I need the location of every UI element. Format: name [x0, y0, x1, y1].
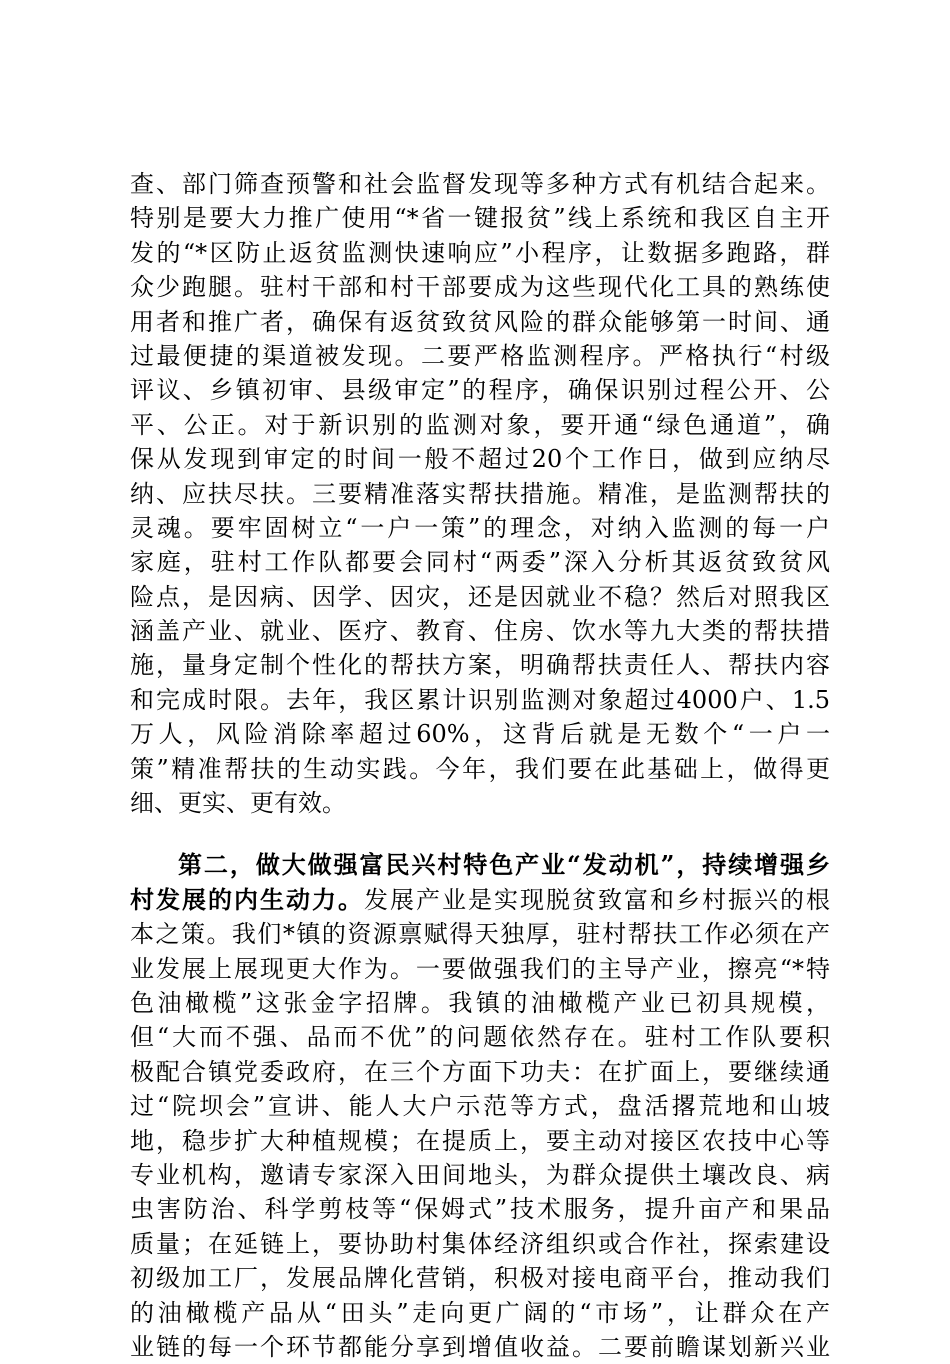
text-line: 涵盖产业、就业、医疗、教育、住房、饮水等九大类的帮扶措: [130, 617, 830, 646]
text-line: 发的“*区防止返贫监测快速响应”小程序，让数据多跑路，群: [130, 238, 830, 267]
text-line: [130, 883, 830, 917]
text-line: 过最便捷的渠道被发现。二要严格监测程序。严格执行“村级: [130, 341, 830, 370]
text-line: 纳、应扶尽扶。三要精准落实帮扶措施。精准，是监测帮扶的: [130, 479, 830, 508]
text-line: 质量；在延链上，要协助村集体经济组织或合作社，探索建设: [130, 1229, 830, 1258]
text-line: 和完成时限。去年，我区累计识别监测对象超过4000户、1.5: [130, 685, 830, 714]
text-line: 险点，是因病、因学、因灾，还是因就业不稳？然后对照我区: [130, 582, 830, 611]
text-line: 本之策。我们*镇的资源禀赋得天独厚，驻村帮扶工作必须在产: [130, 920, 830, 949]
text-run: 发展产业是实现脱贫致富和乡村振兴的根: [364, 885, 830, 914]
text-line: 专业机构，邀请专家深入田间地头，为群众提供土壤改良、病: [130, 1160, 830, 1189]
text-line: 万人，风险消除率超过60%，这背后就是无数个“一户一: [130, 720, 830, 749]
text-line: 平、公正。对于新识别的监测对象，要开通“绿色通道”，确: [130, 410, 830, 439]
text-line: 业发展上展现更大作为。一要做强我们的主导产业，擦亮“*特: [130, 954, 830, 983]
document-body: [130, 167, 830, 1364]
text-line: 众少跑腿。驻村干部和村干部要成为这些现代化工具的熟练使: [130, 273, 830, 302]
paragraph-gap: [130, 820, 830, 848]
text-line: 施，量身定制个性化的帮扶方案，明确帮扶责任人、帮扶内容: [130, 651, 830, 680]
text-line: 初级加工厂，发展品牌化营销，积极对接电商平台，推动我们: [130, 1264, 830, 1293]
text-line: 细、更实、更有效。: [130, 789, 346, 818]
text-line: 但“大而不强、品而不优”的问题依然存在。驻村工作队要积: [130, 1023, 830, 1052]
text-line: 的油橄榄产品从“田头”走向更广阔的“市场”，让群众在产: [130, 1298, 830, 1327]
text-line: 用者和推广者，确保有返贫致贫风险的群众能够第一时间、通: [130, 307, 830, 336]
text-line: 极配合镇党委政府，在三个方面下功夫：在扩面上，要继续通: [130, 1057, 830, 1086]
text-line: 过“院坝会”宣讲、能人大户示范等方式，盘活撂荒地和山坡: [130, 1092, 830, 1121]
text-line: 评议、乡镇初审、县级审定”的程序，确保识别过程公开、公: [130, 376, 830, 405]
text-line: 业链的每一个环节都能分享到增值收益。二要前瞻谋划新兴业: [130, 1332, 830, 1361]
text-line: 色油橄榄”这张金字招牌。我镇的油橄榄产业已初具规模，: [130, 988, 830, 1017]
paragraph-industry: [130, 848, 830, 1364]
text-line: 特别是要大力推广使用“*省一键报贫”线上系统和我区自主开: [130, 204, 830, 233]
text-line: 家庭，驻村工作队都要会同村“两委”深入分析其返贫致贫风: [130, 548, 830, 577]
paragraph-monitoring: [130, 167, 830, 820]
text-line: 策”精准帮扶的生动实践。今年，我们要在此基础上，做得更: [130, 754, 830, 783]
section-heading-line: 第二，做大做强富民兴村特色产业“发动机”，持续增强乡: [178, 850, 830, 880]
text-line: 查、部门筛查预警和社会监督发现等多种方式有机结合起来。: [130, 170, 830, 198]
text-line: 保从发现到审定的时间一般不超过20个工作日，做到应纳尽: [130, 445, 830, 474]
text-line: 地，稳步扩大种植规模；在提质上，要主动对接区农技中心等: [130, 1126, 830, 1155]
text-line: 灵魂。要牢固树立“一户一策”的理念，对纳入监测的每一户: [130, 513, 830, 542]
text-line: 虫害防治、科学剪枝等“保姆式”技术服务，提升亩产和果品: [130, 1195, 830, 1224]
section-heading-tail: 村发展的内生动力。: [130, 884, 364, 914]
